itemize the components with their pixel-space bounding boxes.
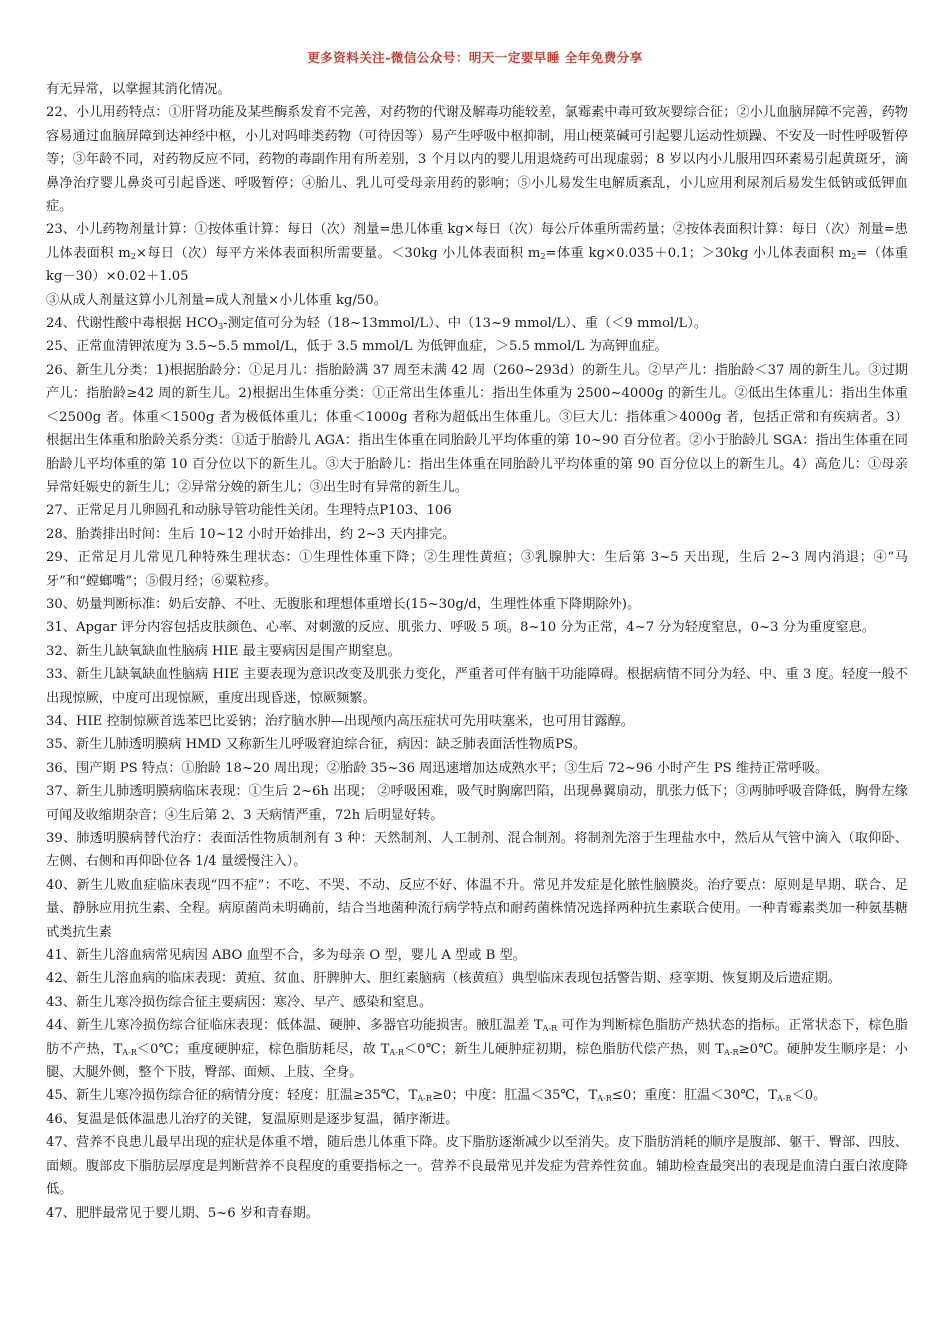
paragraph xyxy=(46,289,908,312)
subscript: 2 xyxy=(851,251,857,261)
paragraph-text: 44、新生儿寒冷损伤综合征临床表现：低体温、硬肿、多器官功能损害。腋肛温差 T xyxy=(46,1018,543,1034)
paragraph xyxy=(46,499,908,522)
paragraph xyxy=(46,218,908,288)
subscript: A-R xyxy=(122,1047,137,1057)
paragraph xyxy=(46,312,908,335)
paragraph-text: 可作为判断棕色脂肪产热状态的指标。正常状态下，棕色脂肪不产热，T xyxy=(46,1018,908,1057)
paragraph xyxy=(46,1202,908,1225)
paragraph-text: 36、围产期 PS 特点：①胎龄 18~20 周出现；②胎龄 35~36 周迅速增加达成熟水平；③生后 72~96 小时产生 PS 维持正常呼吸。 xyxy=(46,760,829,776)
paragraph-text: 23、小儿药物剂量计算：①按体重计算：每日（次）剂量=患儿体重 kg×每日（次）每公斤体重所需药量；②按体表面积计算：每日（次）剂量=患儿体表面积 m xyxy=(46,222,908,261)
paragraph xyxy=(46,780,908,827)
paragraph xyxy=(46,967,908,990)
paragraph-text: 29、正常足月儿常见几种特殊生理状态：①生理性体重下降；②生理性黄疸；③乳腺肿大：生后第 3~5 天出现，生后 2~3 周内消退；④“马牙”和“螳螂嘴”；⑤假月经；⑥粟粒疹。 xyxy=(46,550,908,589)
paragraph-text: 35、新生儿肺透明膜病 HMD 又称新生儿呼吸窘迫综合征，病因：缺乏肺表面活性物质PS。 xyxy=(46,737,587,753)
paragraph xyxy=(46,991,908,1014)
paragraph-text: ×每日（次）每平方米体表面积所需要量。＜30kg 小儿体表面积 m xyxy=(135,245,541,261)
paragraph xyxy=(46,733,908,756)
paragraph-text: 45、新生儿寒冷损伤综合征的病情分度：轻度：肛温≥35℃，T xyxy=(46,1088,418,1104)
paragraph-text: 24、代谢性酸中毒根据 HCO xyxy=(46,316,219,332)
paragraph-text: 33、新生儿缺氧缺血性脑病 HIE 主要表现为意识改变及肌张力变化，严重者可伴有脑干功能障碍。根据病情不同分为轻、中、重 3 度。轻度一般不出现惊厥，中度可出现惊厥，重度出现昏迷，惊厥频繁。 xyxy=(46,667,908,706)
paragraph-text: 43、新生儿寒冷损伤综合征主要病因：寒冷、早产、感染和窒息。 xyxy=(46,994,433,1010)
paragraph xyxy=(46,359,908,499)
paragraph xyxy=(46,874,908,944)
paragraph-text: 31、Apgar 评分内容包括皮肤颜色、心率、对刺激的反应、肌张力、呼吸 5 项。8~10 分为正常，4~7 分为轻度窒息，0~3 分为重度窒息。 xyxy=(46,620,875,636)
paragraph-text: ≥0；中度：肛温＜35℃，T xyxy=(432,1088,598,1104)
paragraph-text: 40、新生儿败血症临床表现“四不症”：不吃、不哭、不动、反应不好、体温不升。常见并发症是化脓性脑膜炎。治疗要点：原则是早期、联合、足量、静脉应用抗生素、全程。病原菌尚未明确前，结合当地菌种流行病学特点和耐药菌株情况选择两种抗生素联合使用。一种青霉素类加一种氨基糖甙类抗生素 xyxy=(46,877,908,940)
paragraph-text: 39、肺透明膜病替代治疗：表面活性物质制剂有 3 种：天然制剂、人工制剂、混合制剂。将制剂先溶于生理盐水中，然后从气管中滴入（取仰卧、左侧、右侧和再仰卧位各 1/4 量缓慢注入）。 xyxy=(46,831,908,870)
paragraph-text: 26、新生儿分类：1)根据胎龄分：①足月儿：指胎龄满 37 周至未满 42 周（260~293d）的新生儿。②早产儿：指胎龄＜37 周的新生儿。③过期产儿：指胎龄≥42 周的新生儿。2)根据出生体重分类：①正常出生体重儿：指出生体重为 2500~4000g 的新生儿。②低出生体重儿：指出生体重＜2500g 者。体重＜1500g 者为极低体重儿；体重＜1000g 者称为超低出生体重儿。③巨大儿：指体重＞4000g 者，包括正常和有疾病者。3）根据出生体重和胎龄关系分类：①适于胎龄儿 AGA：指出生体重在同胎龄儿平均体重的第 10~90 百分位者。②小于胎龄儿 SGA：指出生体重在同胎龄儿平均体重的第 10 百分位以下的新生儿。③大于胎龄儿：指出生体重在同胎龄儿平均体重的第 90 百分位以上的新生儿。4）高危儿：①母亲异常妊娠史的新生儿；②异常分娩的新生儿；③出生时有异常的新生儿。 xyxy=(46,362,908,495)
paragraph xyxy=(46,78,908,101)
paragraph-text: 37、新生儿肺透明膜病临床表现：①生后 2~6h 出现； ②呼吸困难，吸气时胸廓凹陷，出现鼻翼扇动，肌张力低下；③两肺呼吸音降低，胸骨左缘可闻及收缩期杂音；④生后第 2、3 天病情严重，72h 后明显好转。 xyxy=(46,784,908,823)
paragraph xyxy=(46,616,908,639)
paragraph-text: =体重 kg×0.035＋0.1；＞30kg 小儿体表面积 m xyxy=(545,245,852,261)
paragraph-text: 22、小儿用药特点：①肝肾功能及某些酶系发育不完善，对药物的代谢及解毒功能较差，氯霉素中毒可致灰婴综合征；②小儿血脑屏障不完善，药物容易通过血脑屏障到达神经中枢，小儿对吗啡类药物（可待因等）易产生呼吸中枢抑制，用山梗菜碱可引起婴儿运动性烦躁、不安及一时性呼吸暂停等；③年龄不同，对药物反应不同，药物的毒副作用有所差别，3 个月以内的婴儿用退烧药可出现虚弱；8 岁以内小儿服用四环素易引起黄斑牙，滴鼻净治疗婴儿鼻炎可引起昏迷、呼吸暂停；④胎儿、乳儿可受母亲用药的影响；⑤小儿易发生电解质紊乱，小儿应用利尿剂后易发生低钠或低钾血症。 xyxy=(46,105,908,215)
paragraph-text: 47、营养不良患儿最早出现的症状是体重不增，随后患儿体重下降。皮下脂肪逐渐减少以至消失。皮下脂肪消耗的顺序是腹部、躯干、臀部、四肢、面颊。腹部皮下脂肪层厚度是判断营养不良程度的重要指标之一。营养不良最常见并发症为营养性贫血。辅助检查最突出的表现是血清白蛋白浓度降低。 xyxy=(46,1135,908,1198)
subscript: 2 xyxy=(540,251,546,261)
subscript: 2 xyxy=(130,251,136,261)
subscript: 3 xyxy=(218,322,224,332)
paragraph-text: 30、奶量判断标准：奶后安静、不吐、无腹胀和理想体重增长(15~30g/d，生理性体重下降期除外)。 xyxy=(46,596,641,612)
paragraph-text: ＜0℃；重度硬肿症，棕色脂肪耗尽，故 T xyxy=(136,1041,390,1057)
subscript: A-R xyxy=(777,1094,792,1104)
subscript: A-R xyxy=(542,1024,558,1034)
paragraph-text: ＜0。 xyxy=(791,1088,827,1104)
paragraph-text: 42、新生儿溶血病的临床表现：黄疸、贫血、肝脾肿大、胆红素脑病（核黄疸）典型临床表现包括警告期、痉挛期、恢复期及后遗症期。 xyxy=(46,971,841,987)
paragraph-text: 46、复温是低体温患儿治疗的关键，复温原则是逐步复温，循序渐进。 xyxy=(46,1111,459,1127)
subscript: A-R xyxy=(724,1047,739,1057)
document-body xyxy=(46,78,908,1225)
paragraph-text: 有无异常，以掌握其消化情况。 xyxy=(46,82,231,97)
paragraph xyxy=(46,640,908,663)
paragraph-text: 27、正常足月儿卵圆孔和动脉导管功能性关闭。生理特点P103、106 xyxy=(46,503,452,519)
paragraph xyxy=(46,757,908,780)
paragraph-text: 32、新生儿缺氧缺血性脑病 HIE 最主要病因是围产期窒息。 xyxy=(46,643,401,659)
paragraph-text: 47、肥胖最常见于婴儿期、5~6 岁和青春期。 xyxy=(46,1205,319,1221)
paragraph-text: 28、胎粪排出时间：生后 10~12 小时开始排出，约 2~3 天内排完。 xyxy=(46,526,456,542)
paragraph-text: -测定值可分为轻（18~13mmol/L）、中（13~9 mmol/L）、重（＜9 mmol/L）。 xyxy=(223,316,708,332)
paragraph xyxy=(46,101,908,218)
paragraph xyxy=(46,523,908,546)
paragraph xyxy=(46,663,908,710)
page-header-promo: 更多资料关注-微信公众号：明天一定要早睡 全年免费分享 xyxy=(307,50,643,65)
paragraph-text: ③从成人剂量这算小儿剂量=成人剂量×小儿体重 kg/50。 xyxy=(46,292,387,308)
subscript: A-R xyxy=(417,1094,432,1104)
paragraph xyxy=(46,335,908,358)
paragraph-text: ＜0℃；新生儿硬肿症初期，棕色脂肪代偿产热，则 T xyxy=(403,1041,725,1057)
paragraph xyxy=(46,1014,908,1084)
paragraph xyxy=(46,593,908,616)
paragraph xyxy=(46,546,908,593)
paragraph xyxy=(46,944,908,967)
paragraph-text: 41、新生儿溶血病常见病因 ABO 血型不合，多为母亲 O 型，婴儿 A 型或 B 型。 xyxy=(46,948,526,964)
paragraph xyxy=(46,1131,908,1201)
subscript: A-R xyxy=(597,1094,612,1104)
paragraph-text: 25、正常血清钾浓度为 3.5~5.5 mmol/L，低于 3.5 mmol/L 为低钾血症，＞5.5 mmol/L 为高钾血症。 xyxy=(46,339,668,355)
paragraph xyxy=(46,1108,908,1131)
subscript: A-R xyxy=(389,1047,404,1057)
paragraph xyxy=(46,827,908,874)
paragraph xyxy=(46,710,908,733)
paragraph-text: ≥0℃。硬肿发生顺序是：小腿、大腿外侧，整个下肢，臀部、面颊、上肢、全身。 xyxy=(46,1041,908,1081)
paragraph-text: 34、HIE 控制惊厥首选苯巴比妥钠；治疗脑水肿—出现颅内高压症状可先用呋塞米，也可用甘露醇。 xyxy=(46,713,634,729)
paragraph xyxy=(46,1084,908,1107)
paragraph-text: =（体重 kg－30）×0.02＋1.05 xyxy=(46,245,908,285)
paragraph-text: ≤0；重度：肛温＜30℃，T xyxy=(611,1088,778,1104)
